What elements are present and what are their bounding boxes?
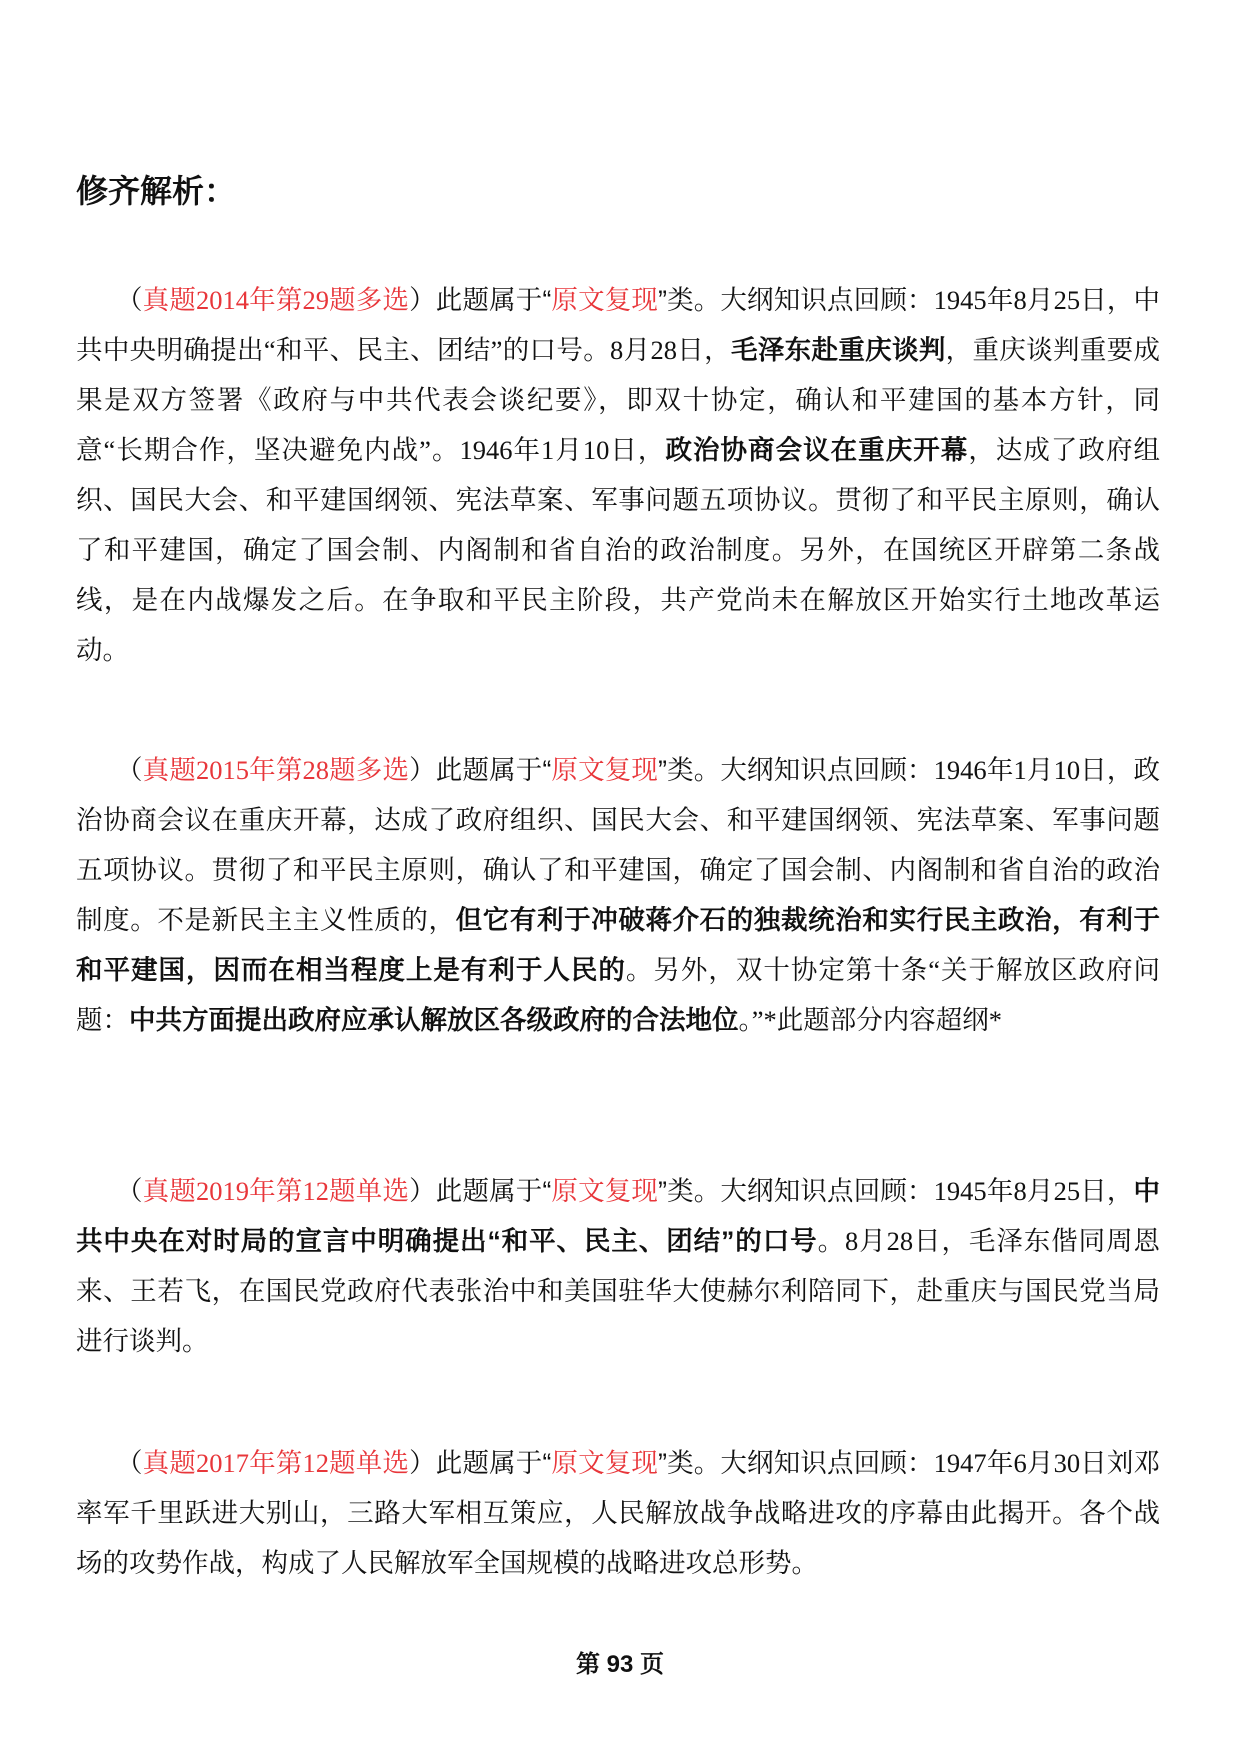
key-point: 中共方面提出政府应承认解放区各级政府的合法地位: [129, 1005, 739, 1035]
body-text: （: [116, 1176, 143, 1206]
key-point: 但它有利于冲破蒋介石的独裁统治和实行民主政治，有利于和平建国，因而在相当程度上是有利于人民的: [76, 905, 1161, 985]
category-text: 此题属于“: [435, 1176, 552, 1206]
body-text: （: [116, 1448, 143, 1478]
body-text: ，达成了政府组织、国民大会、和平建国纲领、宪法草案、军事问题五项协议。贯彻了和平民主原则，确认了和平建国，确定了国会制、内阁制和省自治的政治制度。另外，在国统区开辟第二条战线，是在内战爆发之后。在争取和平民主阶段，共产党尚未在解放区开始实行土地改革运动。: [76, 435, 1160, 665]
body-text: 。8月28日，毛泽东偕同周恩来、王若飞，在国民党政府代表张治中和美国驻华大使赫尔利陪同下，赴重庆与国民党当局进行谈判。: [76, 1226, 1161, 1356]
page-number: 第 93 页: [575, 1651, 665, 1678]
category-label: 原文复现: [551, 1176, 659, 1206]
body-text: ）: [409, 285, 436, 315]
category-text: ”类。: [658, 1448, 721, 1478]
key-point: 政治协商会议在重庆开幕: [665, 435, 969, 465]
body-text: 大纲知识点回顾：1946年1月10日，政治协商会议在重庆开幕，达成了政府组织、国民大会、和平建国纲领、宪法草案、军事问题五项协议。贯彻了和平民主原则，确认了和平建国，确定了国会制、内阁制和省自治的政治制度。不是新民主主义性质的，: [76, 755, 1161, 935]
analysis-paragraph-2: [76, 745, 1160, 1045]
body-text: 大纲知识点回顾：1945年8月25日，: [720, 1176, 1134, 1206]
body-text: ）: [409, 1176, 436, 1206]
key-point: 中共中央在对时局的宣言中明确提出“和平、民主、团结”的口号: [76, 1176, 1161, 1256]
body-text: 大纲知识点回顾：1947年6月30日刘邓率军千里跃进大别山，三路大军相互策应，人民解放战争战略进攻的序幕由此揭开。各个战场的攻势作战，构成了人民解放军全国规模的战略进攻总形势。: [76, 1448, 1161, 1578]
question-source: 真题2017年第12题单选: [142, 1448, 410, 1478]
category-text: ”类。: [658, 755, 721, 785]
question-source: 真题2019年第12题单选: [142, 1176, 410, 1206]
category-label: 原文复现: [551, 285, 659, 315]
body-text: 大纲知识点回顾：1945年8月25日，中共中央明确提出“和平、民主、团结”的口号。8月28日，: [76, 285, 1161, 365]
category-text: 此题属于“: [435, 285, 552, 315]
body-text: （: [116, 755, 143, 785]
key-point: 毛泽东赴重庆谈判: [730, 335, 946, 365]
question-source: 真题2015年第28题多选: [142, 755, 410, 785]
category-label: 原文复现: [551, 755, 659, 785]
analysis-paragraph-1: [76, 275, 1160, 675]
body-text: ，重庆谈判重要成果是双方签署《政府与中共代表会谈纪要》，即双十协定，确认和平建国的基本方针，同意“长期合作，坚决避免内战”。1946年1月10日，: [76, 335, 1161, 465]
category-text: ”类。: [658, 1176, 721, 1206]
question-source: 真题2014年第29题多选: [142, 285, 410, 315]
section-title: 修齐解析：: [76, 173, 237, 209]
category-text: ”类。: [658, 285, 721, 315]
body-text: 。”*此题部分内容超纲*: [738, 1005, 1003, 1035]
body-text: ）: [409, 1448, 436, 1478]
category-label: 原文复现: [551, 1448, 659, 1478]
category-text: 此题属于“: [435, 755, 552, 785]
body-text: 。另外，双十协定第十条“关于解放区政府问题：: [76, 955, 1161, 1035]
body-text: ）: [409, 755, 436, 785]
analysis-paragraph-3: [76, 1166, 1160, 1366]
category-text: 此题属于“: [435, 1448, 552, 1478]
body-text: （: [116, 285, 143, 315]
analysis-paragraph-4: [76, 1438, 1160, 1588]
